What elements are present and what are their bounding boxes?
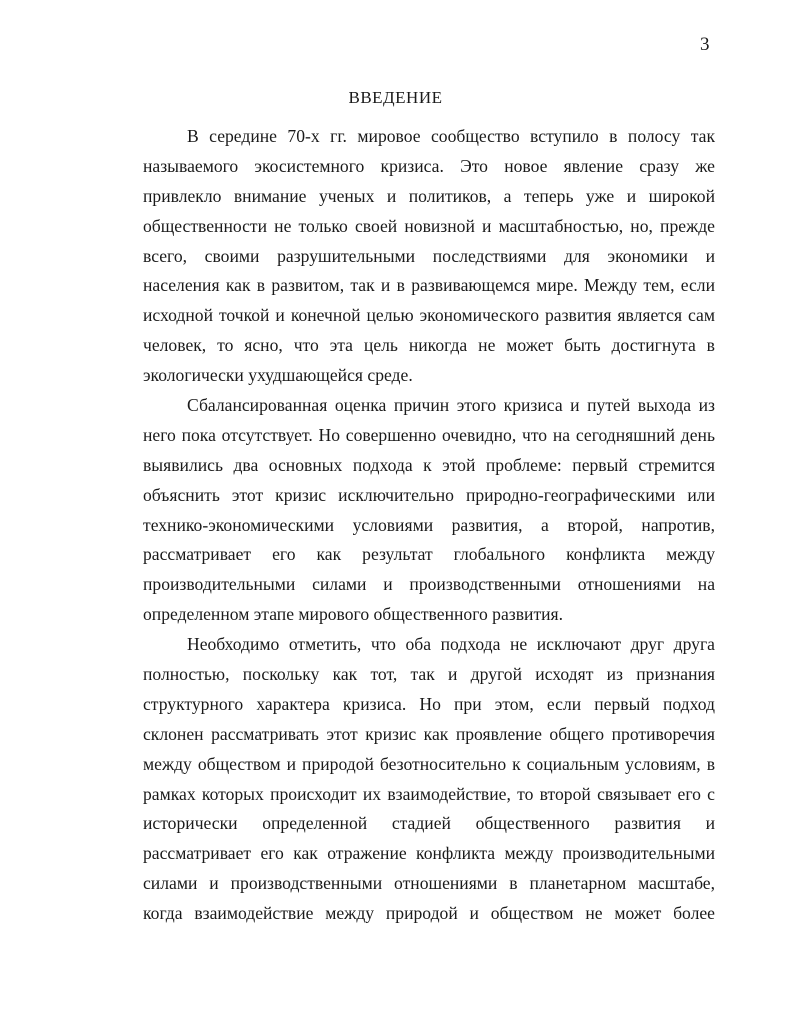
text-line: рассматривает его как результат глобального конфликта между	[143, 544, 715, 565]
text-line: человек, то ясно, что эта цель никогда не может быть достигнута в	[143, 335, 715, 356]
text-line: общественности не только своей новизной и масштабностью, но, прежде	[143, 215, 715, 236]
paragraph-3	[143, 630, 715, 929]
text-line: Необходимо отметить, что оба подхода не исключают друг друга	[187, 634, 715, 655]
text-line: исторически определенной стадией общественного развития и	[143, 813, 715, 834]
text-line: исходной точкой и конечной целью экономического развития является сам	[143, 305, 715, 326]
text-line: рамках которых происходит их взаимодействие, то второй связывает его с	[143, 783, 715, 804]
text-line: когда взаимодействие между природой и обществом не может более	[143, 903, 715, 924]
text-line: называемого экосистемного кризиса. Это новое явление сразу же	[143, 155, 715, 176]
text-line: привлекло внимание ученых и политиков, а теперь уже и широкой	[143, 185, 715, 206]
text-line: производительными силами и производственными отношениями на	[143, 574, 715, 595]
text-line: него пока отсутствует. Но совершенно очевидно, что на сегодняшний день	[143, 424, 715, 445]
text-line: Сбалансированная оценка причин этого кризиса и путей выхода из	[187, 395, 715, 416]
text-line: структурного характера кризиса. Но при этом, если первый подход	[143, 693, 715, 714]
text-line: силами и производственными отношениями в планетарном масштабе,	[143, 873, 715, 894]
page-number: 3	[700, 34, 710, 55]
paragraph-2	[143, 391, 715, 630]
text-line: технико-экономическими условиями развития, а второй, напротив,	[143, 514, 715, 535]
text-line: экологически ухудшающейся среде.	[143, 365, 413, 386]
paragraph-1	[143, 122, 715, 391]
text-line: объяснить этот кризис исключительно природно-географическими или	[143, 484, 715, 505]
text-line: определенном этапе мирового общественного развития.	[143, 604, 564, 625]
text-line: выявились два основных подхода к этой проблеме: первый стремится	[143, 454, 715, 475]
text-line: рассматривает его как отражение конфликта между производительными	[143, 843, 715, 864]
text-line: склонен рассматривать этот кризис как проявление общего противоречия	[143, 723, 715, 744]
text-line: между обществом и природой безотносительно к социальным условиям, в	[143, 753, 715, 774]
text-line: полностью, поскольку как тот, так и другой исходят из признания	[143, 664, 715, 685]
document-body	[143, 122, 715, 929]
text-line: В середине 70-х гг. мировое сообщество вступило в полосу так	[187, 126, 715, 146]
page-title: ВВЕДЕНИЕ	[348, 88, 443, 107]
text-line: всего, своими разрушительными последствиями для экономики и	[143, 245, 715, 266]
text-line: населения как в развитом, так и в развивающемся мире. Между тем, если	[143, 275, 715, 296]
